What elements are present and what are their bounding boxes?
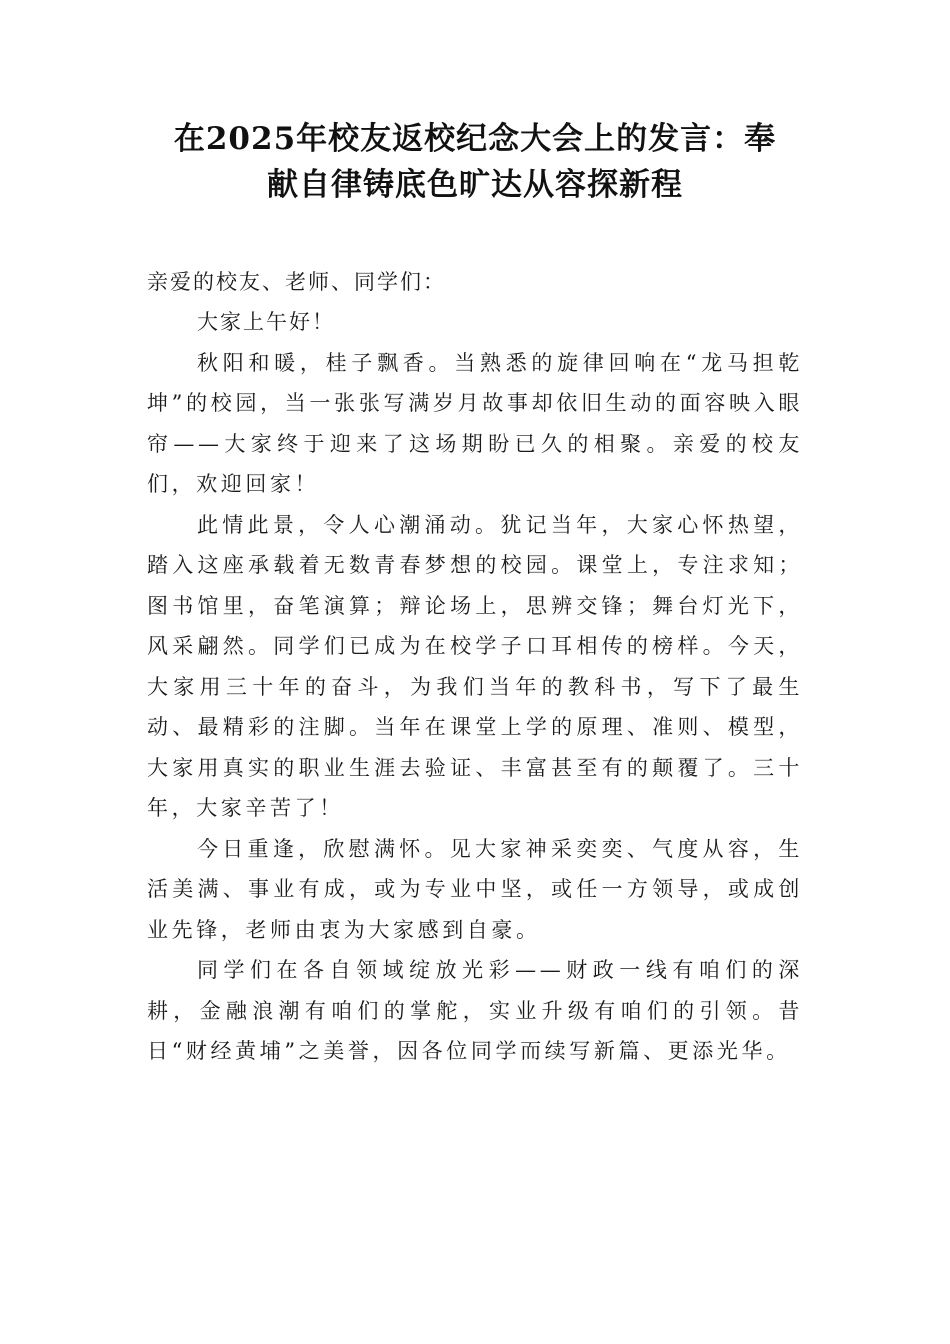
document-page bbox=[147, 0, 803, 1072]
paragraph-greeting: 大家上午好！ bbox=[197, 310, 335, 334]
paragraph-memories: 此情此景，令人心潮涌动。犹记当年，大家心怀热望，踏入这座承载着无数青春梦想的校园。课堂上，专注求知；图书馆里，奋笔演算；辩论场上，思辨交锋；舞台灯光下，风采翩然。同学们已成为在校学子口耳相传的榜样。今天，大家用三十年的奋斗，为我们当年的教科书，写下了最生动、最精彩的注脚。当年在课堂上学的原理、准则、模型，大家用真实的职业生涯去验证、丰富甚至有的颠覆了。三十年，大家辛苦了！ bbox=[147, 512, 803, 820]
paragraph-reunion: 今日重逢，欣慰满怀。见大家神采奕奕、气度从容，生活美满、事业有成，或为专业中坚，或任一方领导，或成创业先锋，老师由衷为大家感到自豪。 bbox=[147, 836, 803, 942]
salutation: 亲爱的校友、老师、同学们： bbox=[147, 270, 446, 294]
paragraph-welcome: 秋阳和暖，桂子飘香。当熟悉的旋律回响在“龙马担乾坤”的校园，当一张张写满岁月故事却依旧生动的面容映入眼帘——大家终于迎来了这场期盼已久的相聚。亲爱的校友们，欢迎回家！ bbox=[147, 350, 803, 496]
document-body bbox=[147, 262, 803, 1072]
paragraph-achievements: 同学们在各自领域绽放光彩——财政一线有咱们的深耕，金融浪潮有咱们的掌舵，实业升级有咱们的引领。昔日“财经黄埔”之美誉，因各位同学而续写新篇、更添光华。 bbox=[147, 958, 803, 1063]
title-line-1: 在2025年校友返校纪念大会上的发言：奉 bbox=[173, 121, 777, 157]
document-title bbox=[147, 0, 803, 208]
title-line-2: 献自律铸底色旷达从容探新程 bbox=[267, 167, 683, 203]
